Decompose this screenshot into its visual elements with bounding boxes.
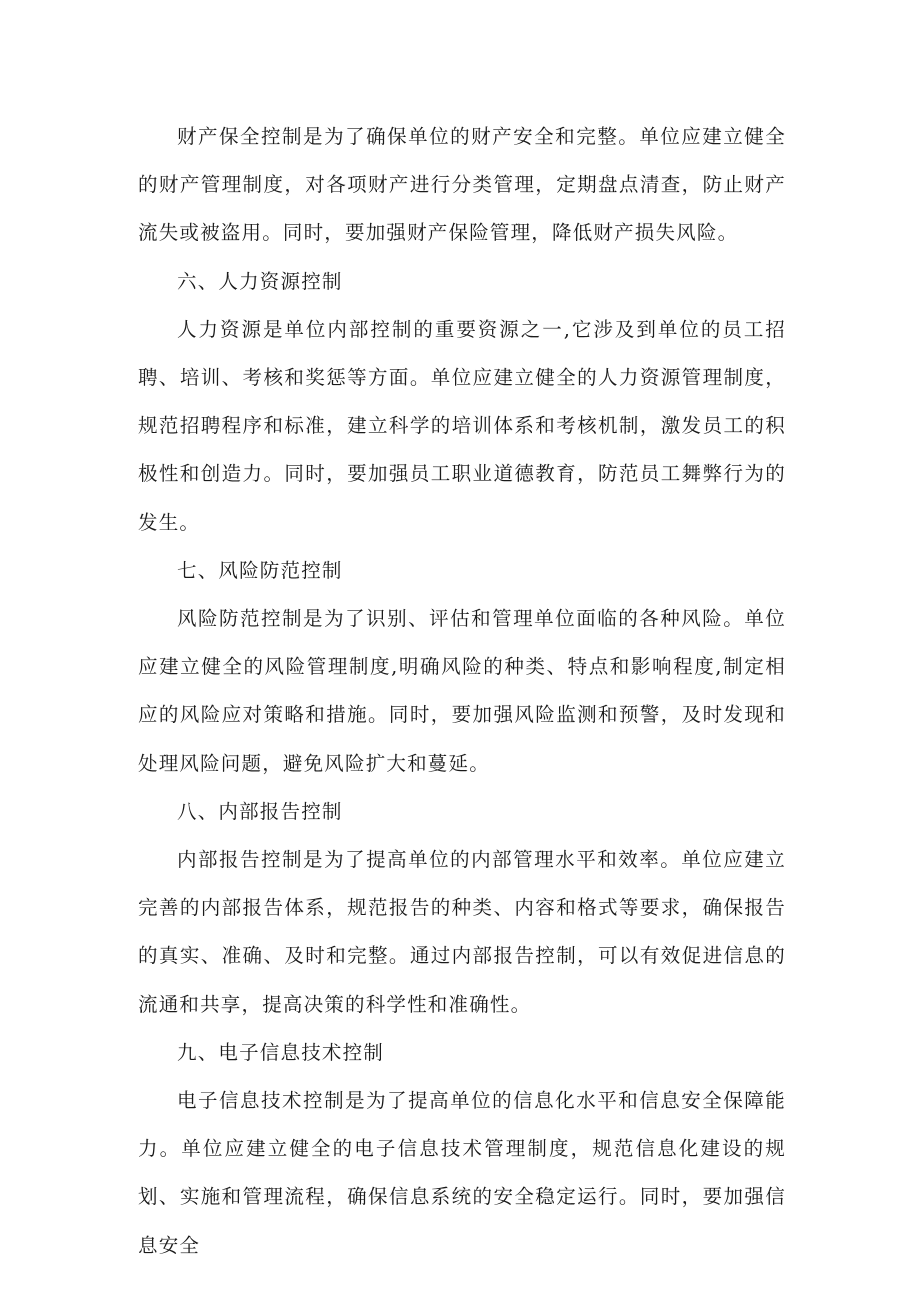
paragraph-internal-reporting: 内部报告控制是为了提高单位的内部管理水平和效率。单位应建立完善的内部报告体系，规范报告的种类、内容和格式等要求，确保报告的真实、准确、及时和完整。通过内部报告控制，可以有效促进信息的流通和共享，提高决策的科学性和准确性。: [138, 848, 786, 1016]
paragraph-human-resources: 人力资源是单位内部控制的重要资源之一,它涉及到单位的员工招聘、培训、考核和奖惩等方面。单位应建立健全的人力资源管理制度，规范招聘程序和标准，建立科学的培训体系和考核机制，激发员工的积极性和创造力。同时，要加强员工职业道德教育，防范员工舞弊行为的发生。: [138, 317, 786, 534]
heading-electronic-information: 九、电子信息技术控制: [177, 1040, 385, 1064]
paragraph-property-protection: 财产保全控制是为了确保单位的财产安全和完整。单位应建立健全的财产管理制度，对各项财产进行分类管理，定期盘点清查，防止财产流失或被盗用。同时，要加强财产保险管理，降低财产损失风险。: [138, 125, 786, 245]
paragraph-risk-prevention: 风险防范控制是为了识别、评估和管理单位面临的各种风险。单位应建立健全的风险管理制度,明确风险的种类、特点和影响程度,制定相应的风险应对策略和措施。同时，要加强风险监测和预警，及时发现和处理风险问题，避免风险扩大和蔓延。: [138, 607, 786, 775]
heading-human-resources: 六、人力资源控制: [177, 269, 343, 293]
heading-internal-reporting: 八、内部报告控制: [177, 799, 343, 823]
document-body: [138, 113, 786, 1270]
heading-risk-prevention: 七、风险防范控制: [177, 558, 343, 582]
paragraph-electronic-information: 电子信息技术控制是为了提高单位的信息化水平和信息安全保障能力。单位应建立健全的电子信息技术管理制度，规范信息化建设的规划、实施和管理流程，确保信息系统的安全稳定运行。同时，要加强信息安全: [138, 1089, 786, 1257]
